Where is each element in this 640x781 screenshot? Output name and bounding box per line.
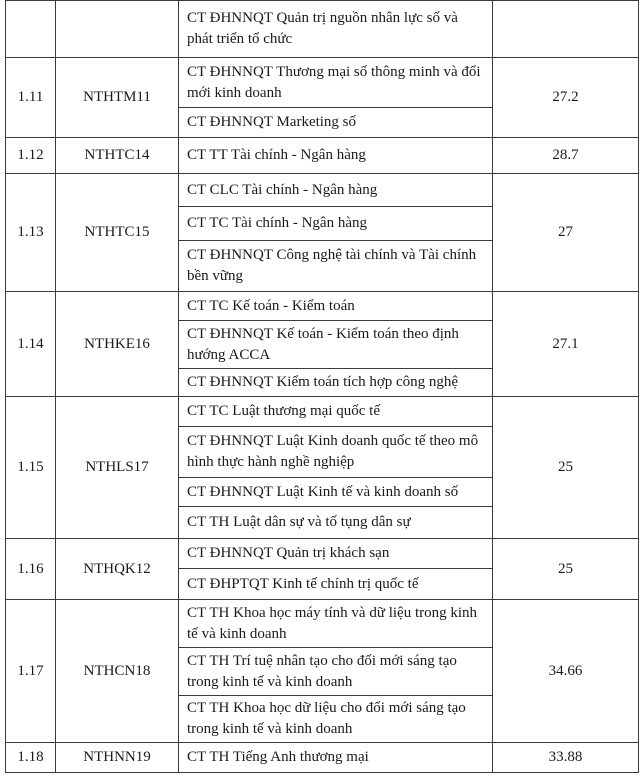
admission-score: 28.7 (493, 138, 639, 174)
row-number (6, 1, 56, 58)
program-name: CT CLC Tài chính - Ngân hàng (179, 174, 493, 207)
row-number: 1.18 (6, 743, 56, 773)
program-name: CT TH Khoa học dữ liệu cho đổi mới sáng tạo trong kinh tế và kinh doanh (179, 696, 493, 743)
program-name: CT ĐHPTQT Kinh tế chính trị quốc tế (179, 569, 493, 600)
row-number: 1.14 (6, 292, 56, 397)
program-name: CT ĐHNNQT Quản trị nguồn nhân lực số và phát triển tổ chức (179, 1, 493, 58)
admission-score: 34.66 (493, 600, 639, 743)
table-body (6, 1, 639, 773)
admission-score-table (5, 0, 639, 773)
program-code: NTHLS17 (56, 397, 179, 539)
program-code: NTHKE16 (56, 292, 179, 397)
program-name: CT TC Luật thương mại quốc tế (179, 397, 493, 427)
program-name: CT ĐHNNQT Công nghệ tài chính và Tài chính bền vững (179, 241, 493, 292)
program-name: CT ĐHNNQT Luật Kinh tế và kinh doanh số (179, 478, 493, 507)
table-row (6, 539, 639, 569)
program-name: CT TH Khoa học máy tính và dữ liệu trong kinh tế và kinh doanh (179, 600, 493, 648)
table-row (6, 58, 639, 108)
admission-score: 27 (493, 174, 639, 292)
program-name: CT ĐHNNQT Marketing số (179, 108, 493, 138)
program-name: CT ĐHNNQT Kế toán - Kiểm toán theo định hướng ACCA (179, 321, 493, 369)
admission-score: 27.2 (493, 58, 639, 138)
table-row (6, 600, 639, 648)
row-number: 1.17 (6, 600, 56, 743)
program-name: CT TH Tiếng Anh thương mại (179, 743, 493, 773)
admission-score: 33.88 (493, 743, 639, 773)
program-name: CT ĐHNNQT Quản trị khách sạn (179, 539, 493, 569)
program-name: CT ĐHNNQT Luật Kinh doanh quốc tế theo mô hình thực hành nghề nghiệp (179, 427, 493, 478)
program-code: NTHNN19 (56, 743, 179, 773)
admission-score (493, 1, 639, 58)
program-code: NTHTC15 (56, 174, 179, 292)
table-row (6, 743, 639, 773)
admission-score: 25 (493, 397, 639, 539)
program-code: NTHCN18 (56, 600, 179, 743)
admission-score: 27.1 (493, 292, 639, 397)
program-name: CT TC Kế toán - Kiểm toán (179, 292, 493, 321)
row-number: 1.16 (6, 539, 56, 600)
row-number: 1.11 (6, 58, 56, 138)
program-code: NTHTC14 (56, 138, 179, 174)
row-number: 1.12 (6, 138, 56, 174)
program-name: CT ĐHNNQT Thương mại số thông minh và đổi mới kinh doanh (179, 58, 493, 108)
row-number: 1.15 (6, 397, 56, 539)
admission-score: 25 (493, 539, 639, 600)
table-row (6, 397, 639, 427)
table-row (6, 292, 639, 321)
program-name: CT TH Luật dân sự và tố tụng dân sự (179, 507, 493, 539)
program-code: NTHQK12 (56, 539, 179, 600)
program-name: CT TC Tài chính - Ngân hàng (179, 207, 493, 241)
program-name: CT TT Tài chính - Ngân hàng (179, 138, 493, 174)
row-number: 1.13 (6, 174, 56, 292)
table-row (6, 174, 639, 207)
program-name: CT ĐHNNQT Kiểm toán tích hợp công nghệ (179, 369, 493, 397)
table-row (6, 138, 639, 174)
program-name: CT TH Trí tuệ nhân tạo cho đổi mới sáng tạo trong kinh tế và kinh doanh (179, 648, 493, 696)
program-code: NTHTM11 (56, 58, 179, 138)
program-code (56, 1, 179, 58)
table-row (6, 1, 639, 58)
